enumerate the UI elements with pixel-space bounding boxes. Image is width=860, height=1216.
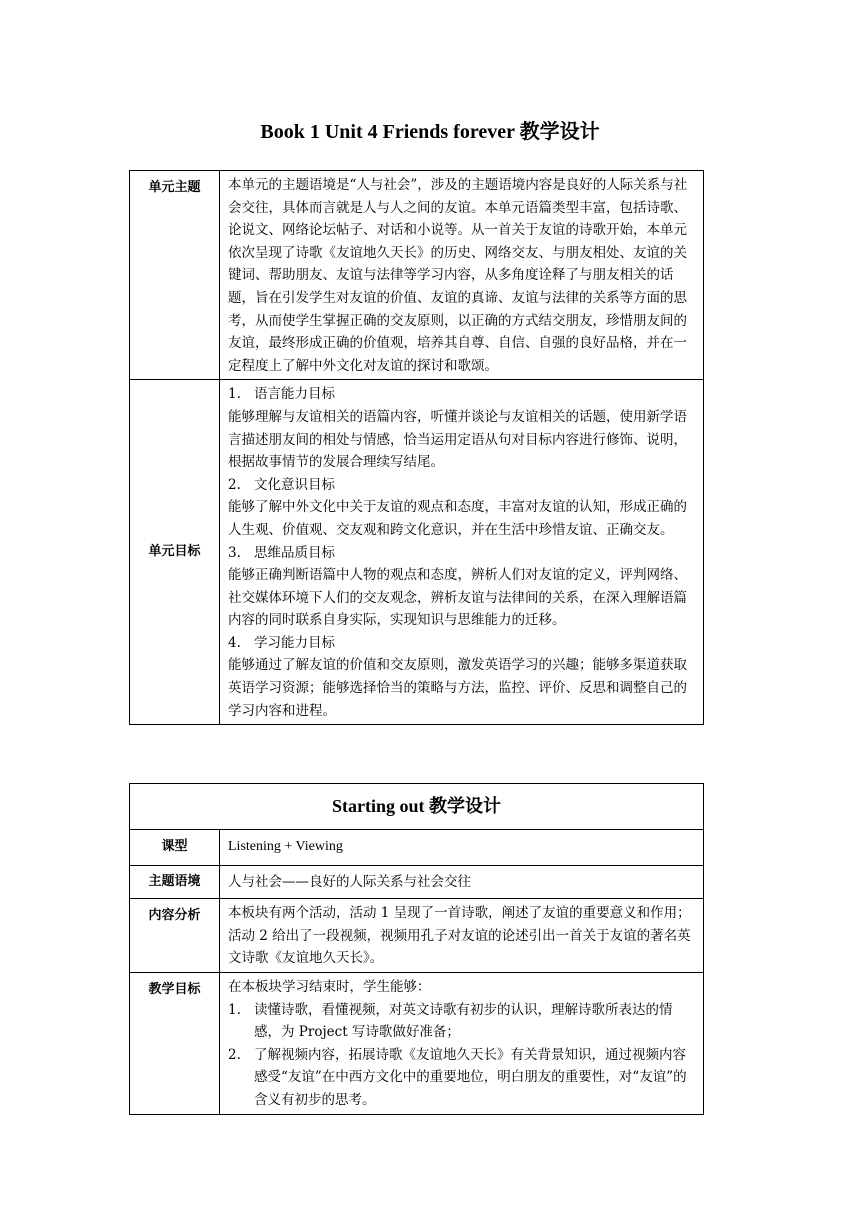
unit-goals-row [130, 380, 704, 725]
lesson-type-value: Listening + Viewing [220, 830, 704, 866]
objective-number: 1. [228, 1001, 241, 1018]
goal-text: 能够通过了解友谊的价值和交友原则，激发英语学习的兴趣；能够多渠道获取英语学习资源；能够选择恰当的策略与方法，监控、评价、反思和调整自己的学习内容和进程。 [228, 657, 687, 719]
teaching-objectives-content [220, 972, 704, 1114]
objectives-intro: 在本板块学习结束时，学生能够： [228, 978, 431, 995]
unit-goals-content [220, 380, 704, 725]
goal-heading: 思维品质目标 [254, 544, 335, 561]
lesson-heading: Starting out 教学设计 [130, 784, 704, 830]
goal-heading: 文化意识目标 [254, 476, 335, 493]
goal-text: 能够了解中外文化中关于友谊的观点和态度，丰富对友谊的认知，形成正确的人生观、价值观、交友观和跨文化意识，并在生活中珍惜友谊、正确交友。 [228, 499, 687, 538]
objective-item [228, 1044, 697, 1112]
goal-number: 2. [228, 476, 241, 493]
objective-text: 读懂诗歌，看懂视频，对英文诗歌有初步的认识，理解诗歌所表达的情感，为 Project 写诗歌做好准备； [254, 1001, 673, 1041]
goal-text: 能够正确判断语篇中人物的观点和态度，辨析人们对友谊的定义，评判网络、社交媒体环境下人们的交友观念，辨析友谊与法律间的关系，在深入理解语篇内容的同时联系自身实际，实现知识与思维能力的迁移。 [228, 567, 687, 629]
theme-context-row [130, 865, 704, 899]
objective-item [228, 999, 697, 1044]
objectives-list [228, 999, 697, 1112]
document-title: Book 1 Unit 4 Friends forever 教学设计 [260, 121, 600, 143]
teaching-objectives-row [130, 972, 704, 1114]
unit-theme-text: 本单元的主题语境是“人与社会”，涉及的主题语境内容是良好的人际关系与社会交往，具体而言就是人与人之间的友谊。本单元语篇类型丰富，包括诗歌、论说文、网络论坛帖子、对话和小说等。从一首关于友谊的诗歌开始，本单元依次呈现了诗歌《友谊地久天长》的历史、网络交友、与朋友相处、友谊的关键词、帮助朋友、友谊与法律等学习内容，从多角度诠释了与朋友相关的话题，旨在引发学生对友谊的价值、友谊的真谛、友谊与法律的关系等方面的思考，从而使学生掌握正确的交友原则，以正确的方式结交朋友，珍惜朋友间的友谊，最终形成正确的价值观，培养其自尊、自信、自强的良好品格，并在一定程度上了解中外文化对友谊的探讨和歌颂。 [220, 171, 704, 380]
unit-overview-table [129, 170, 704, 725]
content-analysis-label: 内容分析 [130, 899, 220, 973]
unit-theme-row [130, 171, 704, 380]
objective-number: 2. [228, 1046, 241, 1063]
lesson-type-label: 课型 [130, 830, 220, 866]
objective-text: 了解视频内容，拓展诗歌《友谊地久天长》有关背景知识，通过视频内容感受“友谊”在中西方文化中的重要地位，明白朋友的重要性，对“友谊”的含义有初步的思考。 [254, 1046, 687, 1108]
teaching-objectives-label: 教学目标 [130, 972, 220, 1114]
goal-number: 4. [228, 634, 241, 651]
theme-context-value: 人与社会——良好的人际关系与社会交往 [220, 865, 704, 899]
goal-item [228, 474, 697, 542]
goal-heading: 学习能力目标 [254, 634, 335, 651]
content-analysis-value: 本板块有两个活动，活动 1 呈现了一首诗歌，阐述了友谊的重要意义和作用；活动 2 给出了一段视频，视频用孔子对友谊的论述引出一首关于友谊的著名英文诗歌《友谊地久天长》。 [220, 899, 704, 973]
unit-theme-label: 单元主题 [130, 171, 220, 380]
lesson-design-table [129, 783, 704, 1115]
goal-number: 1. [228, 386, 241, 403]
goal-item [228, 632, 697, 722]
goal-number: 3. [228, 544, 241, 561]
goal-item [228, 542, 697, 632]
content-analysis-row [130, 899, 704, 973]
unit-goals-label: 单元目标 [130, 380, 220, 725]
lesson-type-row [130, 830, 704, 866]
goal-heading: 语言能力目标 [254, 386, 335, 403]
lesson-heading-row [130, 784, 704, 830]
goal-item [228, 383, 697, 473]
goal-text: 能够理解与友谊相关的语篇内容，听懂并谈论与友谊相关的话题，使用新学语言描述朋友间的相处与情感，恰当运用定语从句对目标内容进行修饰、说明，根据故事情节的发展合理续写结尾。 [228, 408, 687, 471]
theme-context-label: 主题语境 [130, 865, 220, 899]
